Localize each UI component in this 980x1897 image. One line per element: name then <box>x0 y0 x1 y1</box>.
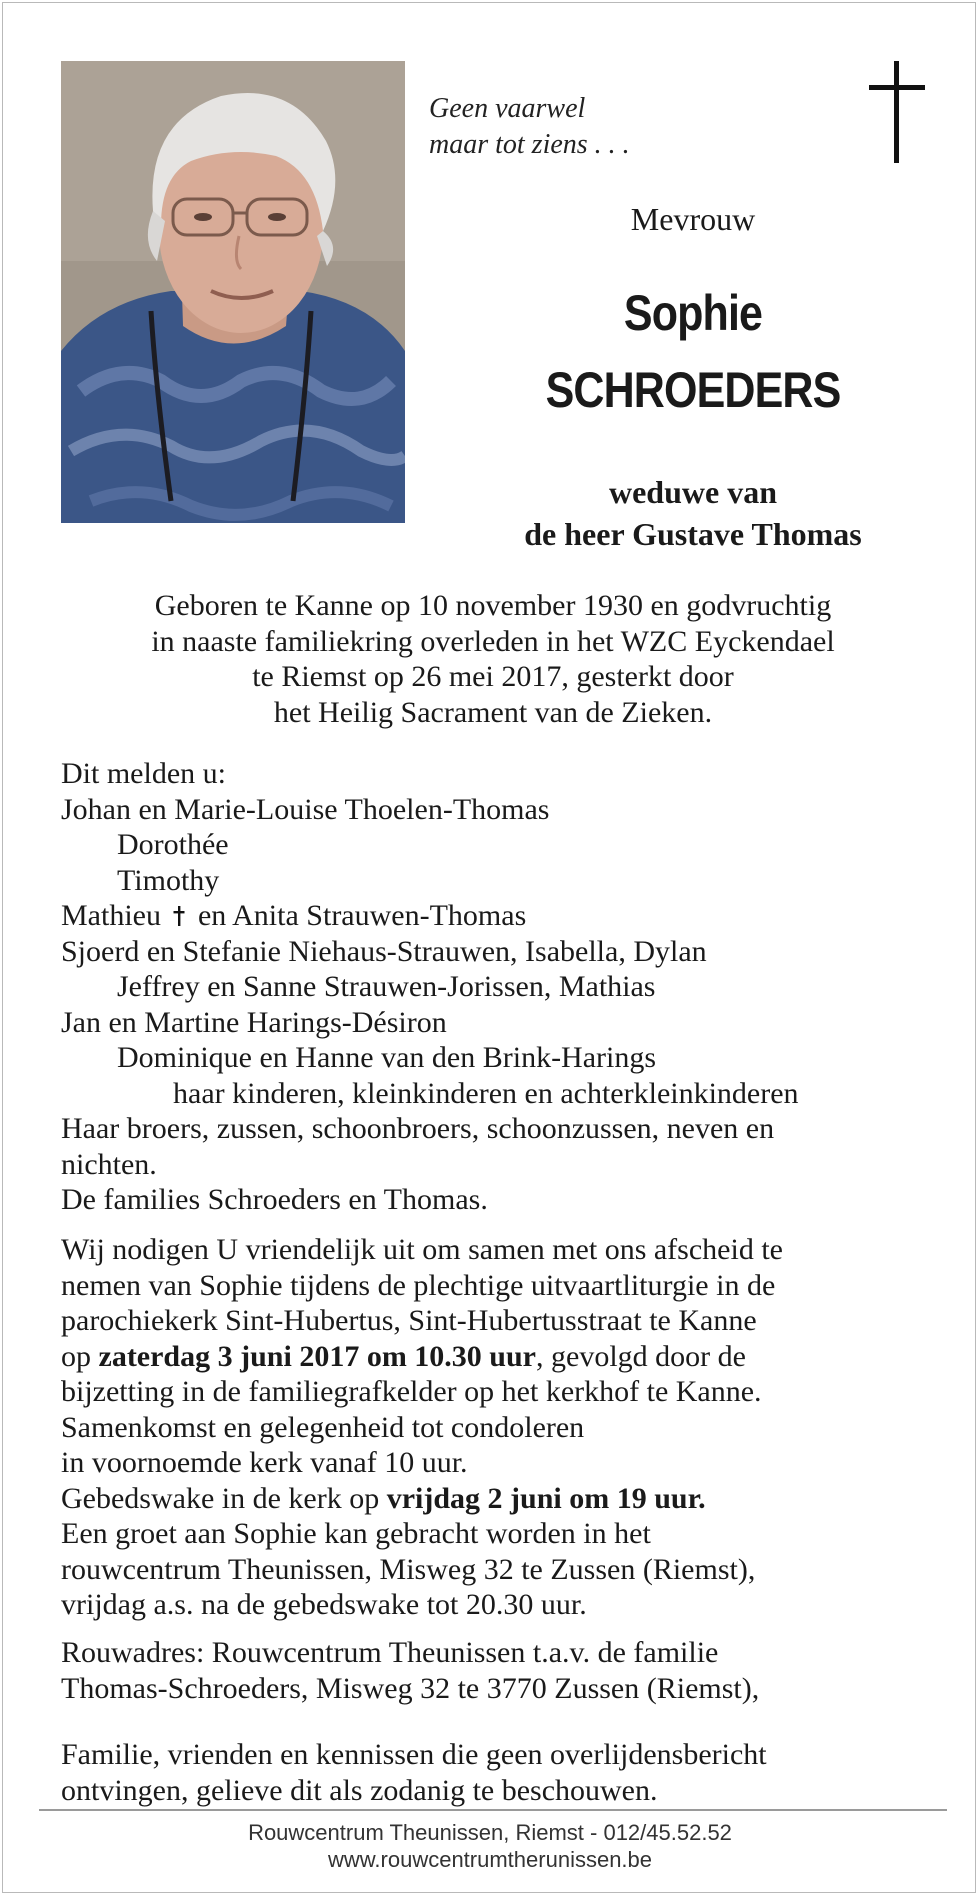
ceremony-line: parochiekerk Sint-Hubertus, Sint-Hubertusstraat te Kanne <box>61 1304 757 1337</box>
notice-line: Familie, vrienden en kennissen die geen overlijdensbericht <box>61 1738 767 1771</box>
ceremony-line: in voornoemde kerk vanaf 10 uur. <box>61 1446 468 1479</box>
dagger-icon <box>172 905 186 927</box>
ceremony-text: Gebedswake in de kerk op <box>61 1481 387 1515</box>
ceremony-line: Een groet aan Sophie kan gebracht worden in het <box>61 1517 651 1550</box>
family-line: nichten. <box>61 1147 157 1181</box>
family-line: Haar broers, zussen, schoonbroers, schoonzussen, neven en <box>61 1112 775 1145</box>
ceremony-line: Wij nodigen U vriendelijk uit om samen met ons afscheid te <box>61 1233 783 1266</box>
salutation: Mevrouw <box>630 201 756 237</box>
funeral-card <box>2 2 976 1893</box>
family-line: haar kinderen, kleinkinderen en achterkleinkinderen <box>173 1076 799 1110</box>
portrait-illustration <box>61 61 405 523</box>
birth-line: Geboren te Kanne op 10 november 1930 en godvruchtig <box>154 589 832 622</box>
family-line: Jan en Martine Harings-Désiron <box>61 1005 447 1039</box>
address-line: Thomas-Schroeders, Misweg 32 te 3770 Zussen (Riemst), <box>61 1671 760 1705</box>
funeral-home-website[interactable]: www.rouwcentrumtherunissen.be <box>327 1847 653 1872</box>
ceremony-line: bijzetting in de familiegrafkelder op het kerkhof te Kanne. <box>61 1375 762 1408</box>
family-line: De families Schroeders en Thomas. <box>61 1183 488 1216</box>
ceremony-invitation <box>61 1232 951 1623</box>
first-name: Sophie <box>623 285 763 341</box>
family-announcement <box>61 756 951 1218</box>
widow-of <box>433 471 953 555</box>
birth-death-paragraph <box>43 588 943 730</box>
widow-line-1: weduwe van <box>608 474 777 510</box>
family-line: Dominique en Hanne van den Brink-Harings <box>117 1041 657 1074</box>
family-name: Mathieu <box>61 899 161 932</box>
ceremony-text: op <box>61 1339 99 1373</box>
family-name: en Anita Strauwen-Thomas <box>197 899 527 932</box>
ceremony-line: nemen van Sophie tijdens de plechtige uitvaartliturgie in de <box>61 1268 776 1302</box>
ceremony-line <box>61 1339 951 1375</box>
birth-line: het Heilig Sacrament van de Zieken. <box>273 695 713 729</box>
widow-line-2: de heer Gustave Thomas <box>524 516 862 552</box>
birth-line: te Riemst op 26 mei 2017, gesterkt door <box>252 660 734 693</box>
birth-line: in naaste familiekring overleden in het WZC Eyckendael <box>151 624 835 658</box>
family-line: Jeffrey en Sanne Strauwen-Jorissen, Mathias <box>117 970 656 1003</box>
wake-date: vrijdag 2 juni om 19 uur. <box>386 1481 706 1515</box>
family-line <box>61 898 951 934</box>
mourning-address <box>61 1635 951 1706</box>
announcement-intro: Dit melden u: <box>61 757 226 790</box>
footer-divider <box>39 1809 947 1811</box>
notice-line: ontvingen, gelieve dit als zodanig te beschouwen. <box>61 1773 658 1807</box>
family-line: Johan en Marie-Louise Thoelen-Thomas <box>61 792 550 826</box>
motto <box>429 91 630 163</box>
last-name: SCHROEDERS <box>545 362 841 418</box>
address-line: Rouwadres: Rouwcentrum Theunissen t.a.v. de familie <box>61 1636 719 1669</box>
family-line: Timothy <box>117 863 220 897</box>
funeral-home-contact: Rouwcentrum Theunissen, Riemst - 012/45.52.52 <box>248 1820 732 1845</box>
family-line: Dorothée <box>117 828 229 861</box>
ceremony-line: rouwcentrum Theunissen, Misweg 32 te Zussen (Riemst), <box>61 1552 756 1586</box>
motto-line-2: maar tot ziens . . . <box>429 129 630 160</box>
notice <box>61 1737 951 1808</box>
ceremony-line <box>61 1481 951 1517</box>
funeral-date: zaterdag 3 juni 2017 om 10.30 uur <box>98 1339 536 1373</box>
ceremony-line: Samenkomst en gelegenheid tot condoleren <box>61 1410 585 1444</box>
motto-line-1: Geen vaarwel <box>429 93 586 124</box>
ceremony-text: , gevolgd door de <box>536 1339 746 1373</box>
portrait-photo <box>61 61 405 523</box>
latin-cross-icon <box>869 61 925 163</box>
footer <box>3 1819 977 1873</box>
family-line: Sjoerd en Stefanie Niehaus-Strauwen, Isabella, Dylan <box>61 934 707 968</box>
ceremony-line: vrijdag a.s. na de gebedswake tot 20.30 uur. <box>61 1588 587 1621</box>
